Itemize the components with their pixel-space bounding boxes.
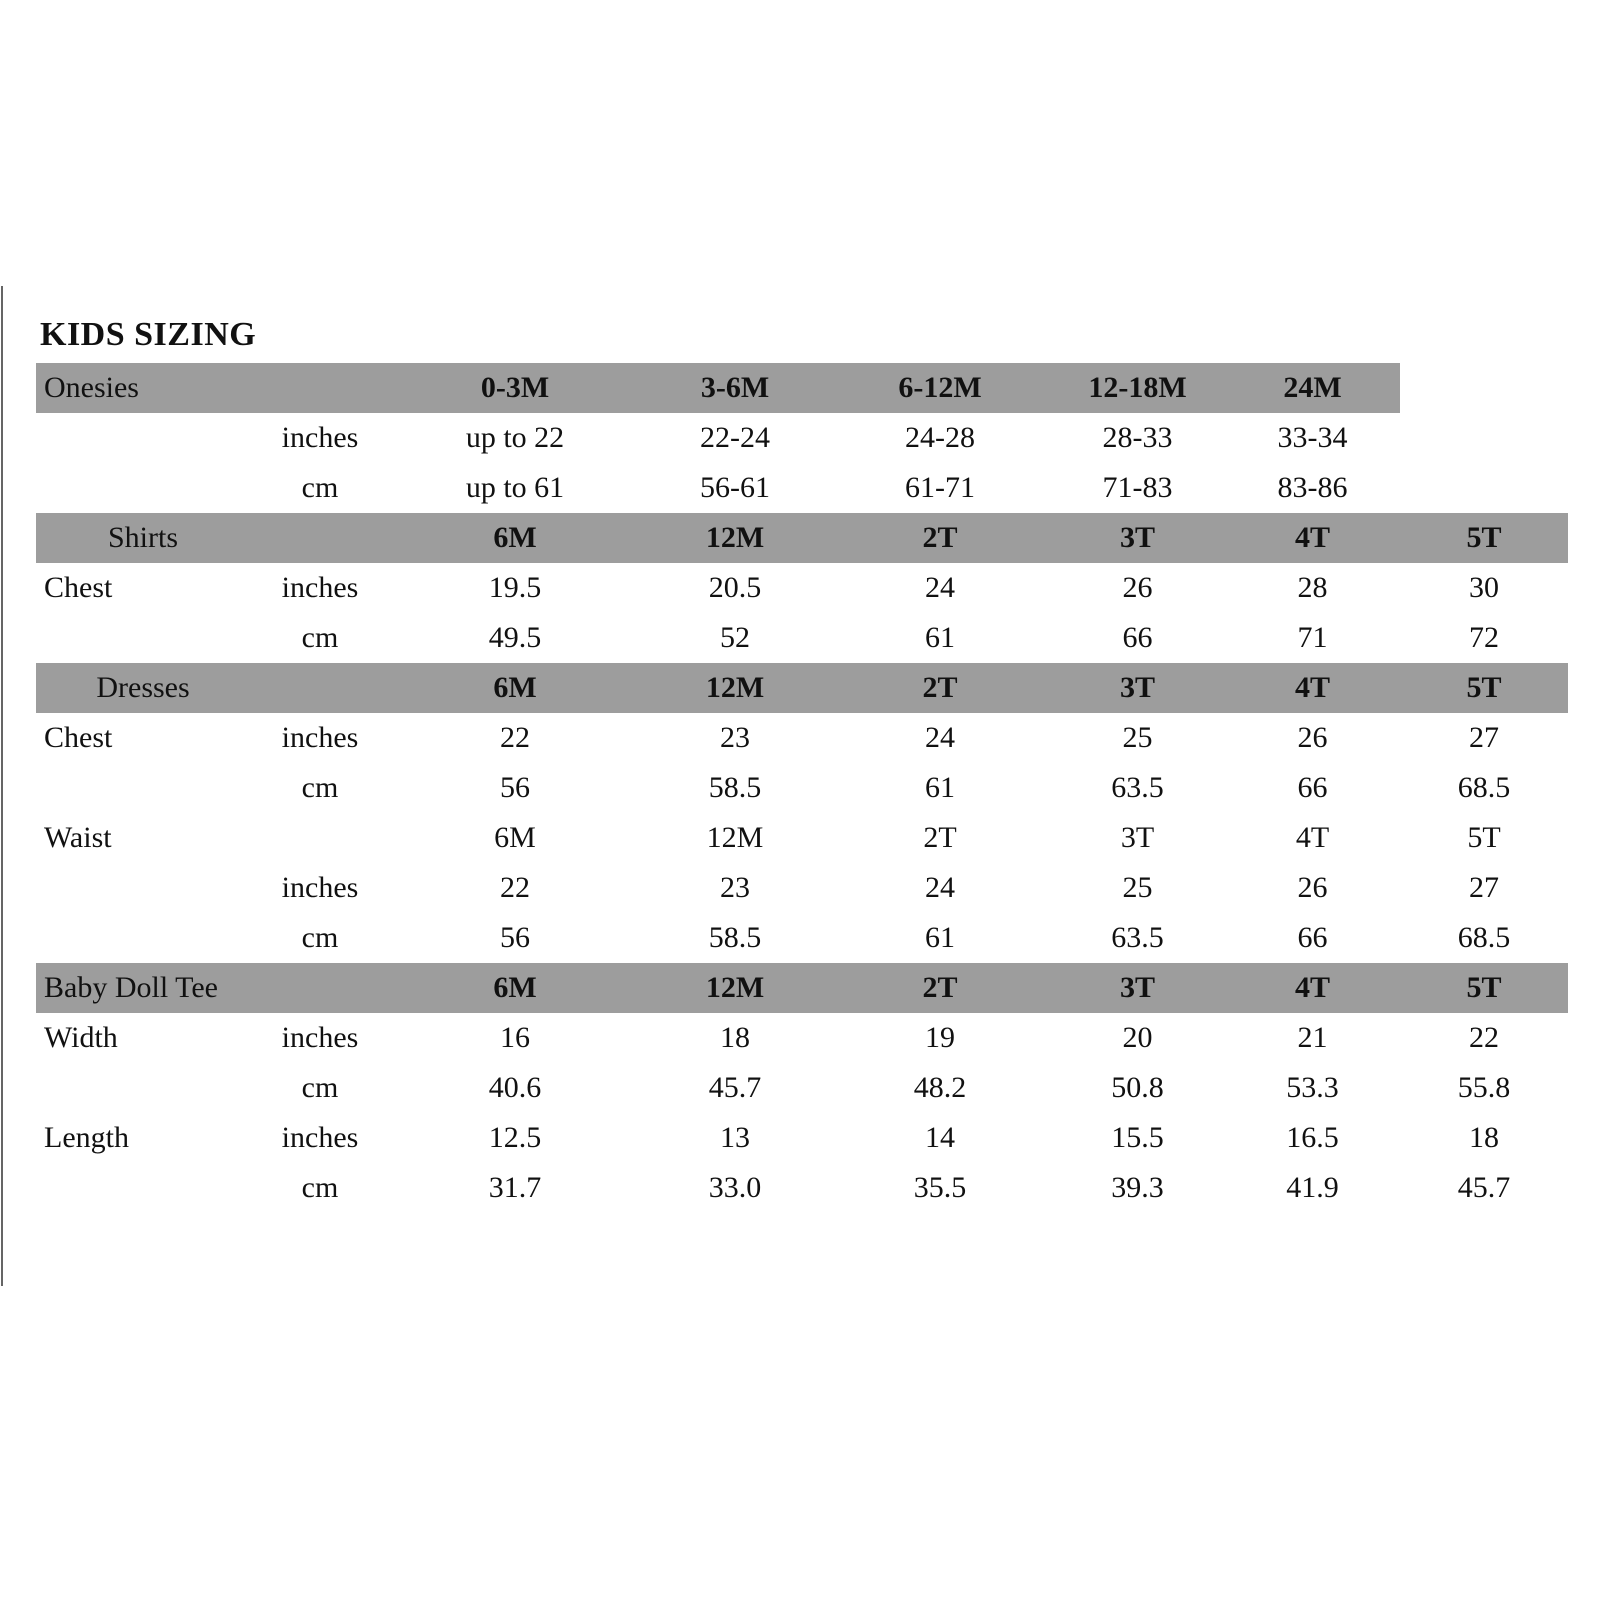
size-header-cell: 2T [830, 963, 1050, 1013]
unit-cell: inches [281, 1121, 359, 1154]
size-header-cell: 12M [640, 663, 830, 713]
value-cell: 24 [925, 721, 955, 754]
size-header-cell: 12M [640, 513, 830, 563]
measure-label-cell: Chest [44, 721, 113, 754]
value-cell: 39.3 [1111, 1171, 1164, 1204]
value-cell: 28-33 [1102, 421, 1173, 454]
table-row-babydoll-length-cm [36, 1163, 1568, 1213]
size-subheader-cell: 6M [494, 821, 536, 854]
table-row-shirts-chest-inches [36, 563, 1568, 613]
unit-cell: inches [281, 1021, 359, 1054]
size-header-cell: 6M [390, 513, 640, 563]
unit-cell: inches [281, 871, 359, 904]
table-row-shirts-header [36, 513, 1568, 563]
size-subheader-cell: 2T [923, 821, 957, 854]
value-cell: 56 [500, 771, 530, 804]
value-cell: 71-83 [1102, 471, 1173, 504]
table-row-shirts-chest-cm [36, 613, 1568, 663]
table-row-dresses-header [36, 663, 1568, 713]
value-cell: 16 [500, 1021, 530, 1054]
size-header-cell: 3T [1050, 663, 1225, 713]
value-cell: 58.5 [708, 921, 762, 954]
value-cell: 25 [1122, 871, 1153, 904]
table-row-onesies-header [36, 363, 1568, 413]
unit-cell [250, 513, 390, 563]
value-cell: 52 [720, 621, 750, 654]
scan-edge-artifact [1, 286, 3, 1286]
value-cell: 30 [1469, 571, 1499, 604]
measure-label-cell: Waist [44, 821, 112, 854]
unit-cell: inches [281, 571, 359, 604]
value-cell: 45.7 [708, 1071, 762, 1104]
value-cell: 61 [925, 771, 955, 804]
measure-label-cell [36, 1163, 250, 1213]
value-cell: 71 [1297, 621, 1328, 654]
value-cell: 22-24 [700, 421, 770, 454]
measure-label-cell: Length [44, 1121, 129, 1154]
value-cell: 22 [500, 871, 530, 904]
size-header-cell: 0-3M [390, 363, 640, 413]
value-cell: 20.5 [708, 571, 762, 604]
unit-cell: cm [301, 471, 339, 504]
value-cell: 56-61 [700, 471, 770, 504]
value-cell: 18 [1469, 1121, 1499, 1154]
value-cell: 31.7 [488, 1171, 542, 1204]
value-cell: 66 [1297, 921, 1328, 954]
unit-cell: inches [281, 421, 359, 454]
measure-label-cell [36, 863, 250, 913]
value-cell: 72 [1469, 621, 1499, 654]
value-cell: 45.7 [1457, 1171, 1511, 1204]
table-row-dresses-waist-cm [36, 913, 1568, 963]
value-cell: 63.5 [1111, 921, 1164, 954]
table-row-dresses-chest-cm [36, 763, 1568, 813]
value-cell: 15.5 [1111, 1121, 1164, 1154]
value-cell: 61-71 [905, 471, 975, 504]
value-cell: 23 [720, 871, 750, 904]
empty-cell [1400, 363, 1568, 413]
value-cell: 20 [1122, 1021, 1153, 1054]
table-row-babydoll-header [36, 963, 1568, 1013]
value-cell: 56 [500, 921, 530, 954]
value-cell: 61 [925, 921, 955, 954]
value-cell: 27 [1469, 721, 1499, 754]
size-header-cell: 5T [1400, 963, 1568, 1013]
value-cell: 66 [1122, 621, 1153, 654]
table-row-dresses-waist-inches [36, 863, 1568, 913]
size-header-cell: 5T [1400, 513, 1568, 563]
empty-cell [1400, 463, 1568, 513]
table-row-babydoll-length-inches [36, 1113, 1568, 1163]
measure-label-cell [36, 463, 250, 513]
value-cell: 26 [1122, 571, 1153, 604]
value-cell: 33-34 [1277, 421, 1348, 454]
measure-label-cell [36, 413, 250, 463]
size-subheader-cell: 4T [1295, 821, 1330, 854]
size-header-cell: 12M [640, 963, 830, 1013]
measure-label-cell: Width [44, 1021, 118, 1054]
value-cell: 68.5 [1457, 771, 1511, 804]
value-cell: 58.5 [708, 771, 762, 804]
size-header-cell: 2T [830, 663, 1050, 713]
section-label-cell: Baby Doll Tee [36, 963, 250, 1013]
value-cell: 22 [500, 721, 530, 754]
table-row-onesies-cm [36, 463, 1568, 513]
value-cell: 68.5 [1457, 921, 1511, 954]
unit-cell: cm [301, 1071, 339, 1104]
value-cell: 25 [1122, 721, 1153, 754]
table-row-dresses-waist-subheader [36, 813, 1568, 863]
section-label-cell: Dresses [36, 663, 250, 713]
value-cell: 26 [1297, 721, 1328, 754]
value-cell: 19.5 [488, 571, 542, 604]
value-cell: 18 [720, 1021, 750, 1054]
value-cell: 12.5 [488, 1121, 542, 1154]
page-title: KIDS SIZING [40, 316, 257, 353]
value-cell: 19 [925, 1021, 955, 1054]
unit-cell: cm [301, 621, 339, 654]
value-cell: 22 [1469, 1021, 1499, 1054]
value-cell: 28 [1297, 571, 1328, 604]
measure-label-cell [36, 613, 250, 663]
unit-cell: cm [301, 1171, 339, 1204]
unit-cell [250, 363, 390, 413]
size-subheader-cell: 12M [706, 821, 764, 854]
value-cell: 23 [720, 721, 750, 754]
section-label-cell: Onesies [36, 363, 250, 413]
value-cell: 24-28 [905, 421, 975, 454]
measure-label-cell [36, 913, 250, 963]
value-cell: 16.5 [1286, 1121, 1339, 1154]
value-cell: 24 [925, 571, 955, 604]
value-cell: 49.5 [488, 621, 542, 654]
value-cell: 53.3 [1286, 1071, 1339, 1104]
unit-cell: inches [281, 721, 359, 754]
value-cell: 50.8 [1111, 1071, 1164, 1104]
value-cell: 26 [1297, 871, 1328, 904]
size-header-cell: 2T [830, 513, 1050, 563]
value-cell: 21 [1297, 1021, 1328, 1054]
size-subheader-cell: 3T [1120, 821, 1155, 854]
value-cell: 41.9 [1286, 1171, 1339, 1204]
unit-cell: cm [301, 771, 339, 804]
value-cell: 66 [1297, 771, 1328, 804]
value-cell: 33.0 [708, 1171, 762, 1204]
size-header-cell: 4T [1225, 663, 1400, 713]
size-header-cell: 4T [1225, 963, 1400, 1013]
table-row-onesies-inches [36, 413, 1568, 463]
size-header-cell: 4T [1225, 513, 1400, 563]
unit-cell [250, 813, 390, 863]
value-cell: up to 22 [465, 421, 565, 454]
kids-sizing-table [36, 363, 1568, 1213]
table-row-babydoll-width-cm [36, 1063, 1568, 1113]
size-header-cell: 6-12M [830, 363, 1050, 413]
size-header-cell: 12-18M [1050, 363, 1225, 413]
size-subheader-cell: 5T [1467, 821, 1501, 854]
unit-cell [250, 663, 390, 713]
value-cell: 61 [925, 621, 955, 654]
value-cell: 55.8 [1457, 1071, 1511, 1104]
value-cell: up to 61 [465, 471, 565, 504]
value-cell: 13 [720, 1121, 750, 1154]
section-label-cell: Shirts [36, 513, 250, 563]
size-header-cell: 6M [390, 663, 640, 713]
value-cell: 48.2 [913, 1071, 967, 1104]
value-cell: 27 [1469, 871, 1499, 904]
measure-label-cell [36, 1063, 250, 1113]
size-header-cell: 3T [1050, 963, 1225, 1013]
value-cell: 35.5 [913, 1171, 967, 1204]
size-header-cell: 5T [1400, 663, 1568, 713]
measure-label-cell [36, 763, 250, 813]
size-header-cell: 3-6M [640, 363, 830, 413]
value-cell: 40.6 [488, 1071, 542, 1104]
value-cell: 83-86 [1277, 471, 1348, 504]
size-header-cell: 6M [390, 963, 640, 1013]
empty-cell [1400, 413, 1568, 463]
table-row-dresses-chest-inches [36, 713, 1568, 763]
size-header-cell: 24M [1225, 363, 1400, 413]
unit-cell: cm [301, 921, 339, 954]
value-cell: 24 [925, 871, 955, 904]
value-cell: 63.5 [1111, 771, 1164, 804]
unit-cell [250, 963, 390, 1013]
value-cell: 14 [925, 1121, 955, 1154]
size-header-cell: 3T [1050, 513, 1225, 563]
table-row-babydoll-width-inches [36, 1013, 1568, 1063]
measure-label-cell: Chest [44, 571, 113, 604]
